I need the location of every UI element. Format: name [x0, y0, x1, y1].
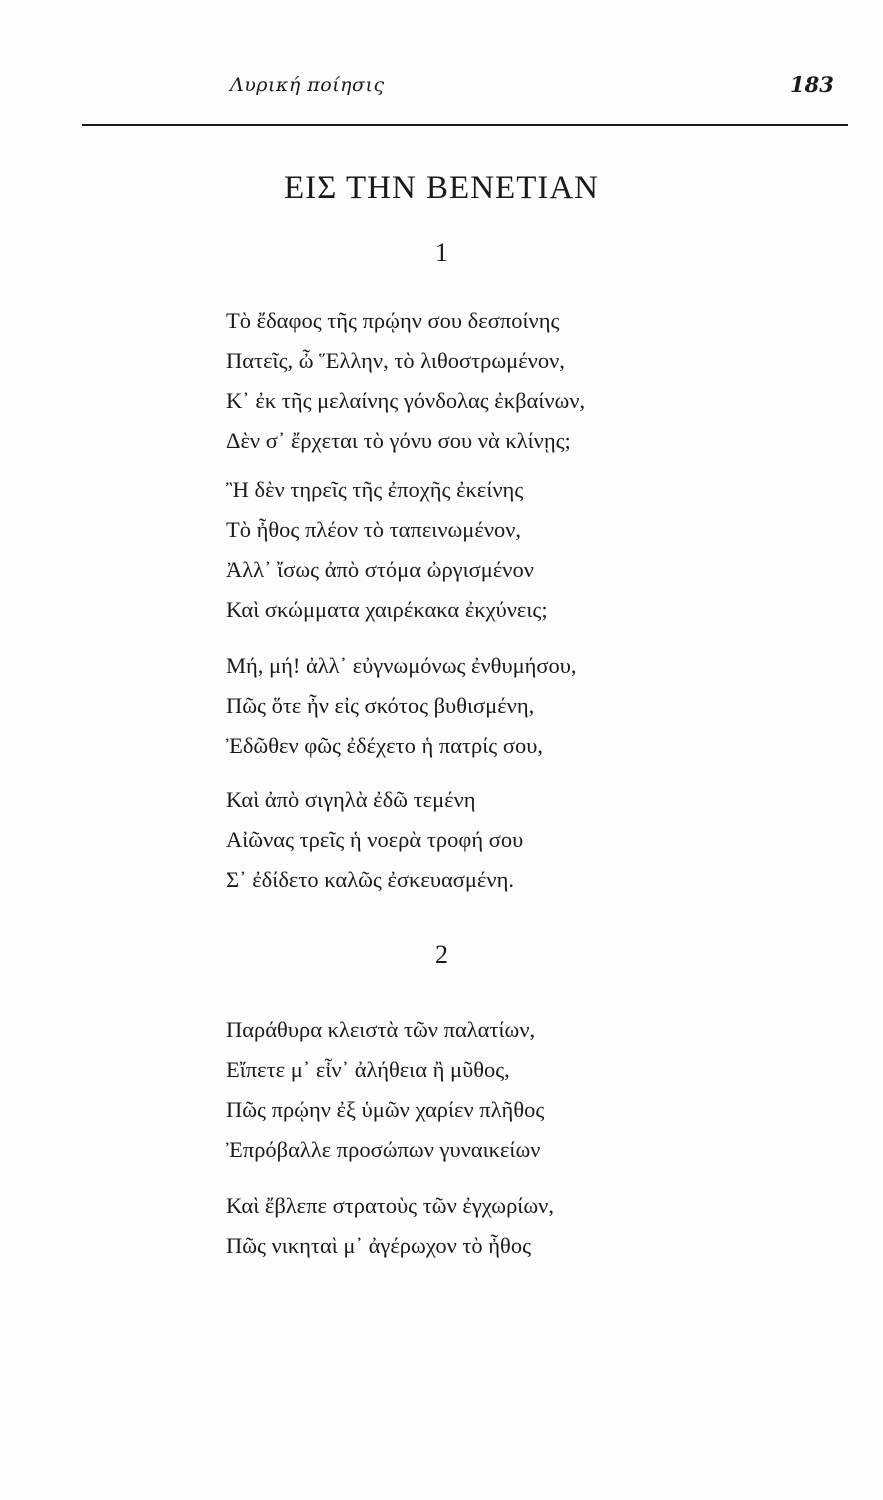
verse-line: Τὸ ἦθος πλέον τὸ ταπεινωμένον,	[226, 517, 522, 542]
stanza-2-2	[226, 1186, 554, 1266]
stanza-2-1	[226, 1010, 544, 1170]
stanza-1-2	[226, 470, 548, 630]
stanza-1-4	[226, 780, 523, 900]
stanza-1-1	[226, 301, 585, 461]
verse-line: Μή, μή! ἀλλ᾽ εὐγνωμόνως ἐνθυμήσου,	[226, 653, 577, 678]
verse-line: Πατεῖς, ὦ Ἕλλην, τὸ λιθοστρωμένον,	[226, 348, 565, 373]
verse-line: Ἢ δὲν τηρεῖς τῆς ἐποχῆς ἐκείνης	[226, 477, 524, 502]
verse-line: Πῶς πρῴην ἐξ ὑμῶν χαρίεν πλῆθος	[226, 1097, 545, 1122]
verse-line: Ἐδῶθεν φῶς ἐδέχετο ἡ πατρίς σου,	[226, 733, 543, 758]
verse-line: Κ᾽ ἐκ τῆς μελαίνης γόνδολας ἐκβαίνων,	[226, 388, 586, 413]
page-number: 183	[790, 72, 834, 97]
header-divider	[82, 124, 848, 126]
verse-line: Παράθυρα κλειστὰ τῶν παλατίων,	[226, 1017, 536, 1042]
section-number-1: 1	[435, 238, 448, 267]
stanza-1-3	[226, 646, 577, 766]
verse-line: Πῶς ὅτε ἦν εἰς σκότος βυθισμένη,	[226, 693, 535, 718]
verse-line: Τὸ ἔδαφος τῆς πρῴην σου δεσποίνης	[226, 308, 560, 333]
verse-line: Καὶ ἔβλεπε στρατοὺς τῶν ἐγχωρίων,	[226, 1193, 554, 1218]
verse-line: Σ᾽ ἐδίδετο καλῶς ἐσκευασμένη.	[226, 867, 514, 892]
verse-line: Ἀλλ᾽ ἴσως ἀπὸ στόμα ὠργισμένον	[226, 557, 534, 582]
verse-line: Καὶ σκώμματα χαιρέκακα ἐκχύνεις;	[226, 597, 548, 622]
poem-title: ΕΙΣ ΤΗΝ ΒΕΝΕΤΙΑΝ	[283, 170, 600, 206]
verse-line: Εἴπετε μ᾽ εἶν᾽ ἀλήθεια ἢ μῦθος,	[226, 1057, 510, 1082]
verse-line: Πῶς νικηταὶ μ᾽ ἀγέρωχον τὸ ἦθος	[226, 1233, 531, 1258]
verse-line: Καὶ ἀπὸ σιγηλὰ ἐδῶ τεμένη	[226, 787, 476, 812]
verse-line: Αἰῶνας τρεῖς ἡ νοερὰ τροφή σου	[226, 827, 524, 852]
verse-line: Ἐπρόβαλλε προσώπων γυναικείων	[226, 1137, 541, 1162]
section-number-2: 2	[435, 940, 448, 969]
running-header-title: Λυρική ποίησις	[230, 74, 385, 96]
verse-line: Δὲν σ᾽ ἔρχεται τὸ γόνυ σου νὰ κλίνῃς;	[226, 428, 571, 453]
